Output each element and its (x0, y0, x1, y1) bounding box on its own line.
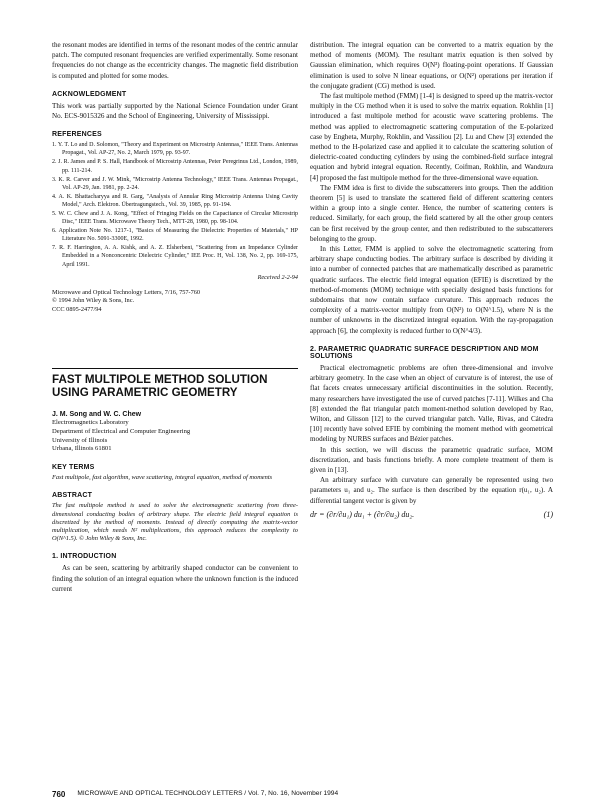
body-paragraph: The fast multipole method (FMM) [1-4] is designed to speed up the matrix-vector multiply in the CG method when it is used to solve the matrix equation. Rokhlin [1] introduced a fast multipole method for acoustic wave scattering problems. The method was applied to electromagnetic scattering computation of the E-polarized case by Engheta, Murphy, Rokhlin, and Vassiliou [2]. Lu and Chew [3] extended the method to the H-polarized case and applied it to calculate the scattering solution of dielectric-coated conducting cylinders by using the combined-field surface integral equation and hybrid integral equation. Recently, Coifman, Rokhlin, and Wandzura [4] proposed the fast multipole method for the three-dimensional wave equation. (310, 92, 553, 182)
page-footer (52, 790, 552, 799)
pubinfo-line: Microwave and Optical Technology Letters, 7/16, 757-760 (52, 288, 201, 296)
intro-paragraph: the resonant modes are identified in terms of the resonant modes of the centric annular patch. The computed resonant frequencies are verified experimentally. Some resonant frequencies do not change as the eccentricity changes. The magnetic field distribution is computed and plotted for some modes. (52, 41, 298, 80)
equation-number: (1) (543, 509, 553, 519)
introduction-heading: 1. INTRODUCTION (52, 553, 117, 561)
author-affiliation (52, 419, 298, 453)
journal-footer: MICROWAVE AND OPTICAL TECHNOLOGY LETTERS / Vol. 7, No. 16, November 1994 (77, 790, 339, 797)
right-column (310, 40, 553, 519)
reference-item: 2. J. R. James and P. S. Hall, Handbook of Microstrip Antennas, Peter Peregrinus Ltd., London, 1989, pp. 111-214. (52, 159, 298, 174)
reference-item: 5. W. C. Chew and J. A. Kong, "Effect of Fringing Fields on the Capacitance of Circular Microstrip Disc," IEEE Trans. Microwave Theory Tech., MTT-28, 1980, pp. 98-104. (52, 210, 298, 226)
page-number: 760 (52, 790, 66, 799)
equation-body: dr = (∂r/∂u₁) du₁ + (∂r/∂u₂) du₂. (310, 509, 415, 519)
reference-item: 3. K. R. Carver and J. W. Mink, "Microstrip Antenna Technology," IEEE Trans. Antennas Propagat., Vol. AP-29, Jan. 1981, pp. 2-24. (52, 176, 298, 191)
reference-item: 4. A. K. Bhattacharyya and R. Garg, "Analysis of Annular Ring Microstrip Antenna Using Cavity Model," Arch. Elektron. Übertragungstech., Vol. 39, 1985, pp. 91-194. (52, 193, 298, 208)
left-column (52, 40, 298, 594)
body-paragraph: Practical electromagnetic problems are often three-dimensional and involve arbitrary geometry. In the case when an object of curvature is of interest, the use of flat facets creates unnecessary artificial discontinuities in the solution. Recently, many researchers have investigated the use of curved patches [7-11]. Wilkes and Cha [8] extended the flat triangular patch moment-method solution developed by Rao, Wilton, and Glisson [12] to the curved triangular patch. Valle, Rivas, and Cátedra [10] recently have solved EFIE by combining the moment method with geometrical modeling by NURBS surfaces and Bézier patches. (310, 363, 553, 444)
article-title: FAST MULTIPOLE METHOD SOLUTION USING PARAMETRIC GEOMETRY (52, 368, 298, 399)
reference-item: 6. Application Note No. 1217-1, "Basics of Measuring the Dielectric Properties of Materials," HP Literature No. 5091-3300E, 1992. (52, 228, 298, 243)
key-terms: Fast multipole, fast algorithm, wave scattering, integral equation, method of moments (52, 473, 273, 481)
affiliation-line: Department of Electrical and Computer Engineering (52, 428, 191, 435)
affiliation-line: Electromagnetics Laboratory (52, 419, 129, 427)
affiliation-line: Urbana, Illinois 61801 (52, 445, 112, 453)
acknowledgment-text: This work was partially supported by the National Science Foundation under Grant No. ECS-9015326 and the School of Engineering, University of Mississippi. (52, 101, 298, 121)
key-terms-heading: KEY TERMS (52, 463, 95, 471)
body-paragraph: The FMM idea is first to divide the subscatterers into groups. Then the addition theorem [5] is used to translate the scattered field of different scattering centers within a group into a single center. Hence, the number of scattering centers is reduced. Similarly, for each group, the field scattered by all the other group centers can be first received by the group center, and then redistributed to the subscatterers belonging to the group. (310, 183, 553, 243)
body-paragraph: In this section, we will discuss the parametric quadratic surface, MOM discretization, and basis functions briefly. A more complete treatment of them is given in [13]. (310, 445, 553, 474)
references-heading: REFERENCES (52, 131, 102, 139)
body-paragraph: In this Letter, FMM is applied to solve the electromagnetic scattering from arbitrary shape conducting bodies. The arbitrary surface is described by dividing it into a number of connected patches that are mathematically described as parametric quadratic surfaces. The electric field integral equation (EFIE) is discretized by the method-of-moments (MOM) technique with specially designed basis functions for subdomains that now contain surface curvature. This approach reduces the complexity of a matrix-vector multiply from O(N²) to O(N^1.5), where N is the number of unknowns in the discretized integral equation. With the ray-propagation approach [6], the complexity is reduced further to O(N^4/3). (310, 245, 553, 335)
section-2-heading: 2. PARAMETRIC QUADRATIC SURFACE DESCRIPTION AND MOM SOLUTIONS (310, 345, 539, 360)
abstract-heading: ABSTRACT (52, 492, 93, 500)
acknowledgment-heading: ACKNOWLEDGMENT (52, 90, 127, 98)
body-paragraph: An arbitrary surface with curvature can generally be represented using two parameters u₁ and u₂. The surface is then described by the equation r(u₁, u₂). A differential tangent vector is given by (310, 476, 553, 505)
reference-item: 1. Y. T. Lo and D. Solomon, "Theory and Experiment on Microstrip Antennas," IEEE Trans. Antennas Propagat., Vol. AP-27, No. 2, March 1979, pp. 93-97. (52, 142, 298, 157)
affiliation-line: University of Illinois (52, 436, 108, 444)
introduction-text: As can be seen, scattering by arbitrarily shaped conductor can be convenient to finding the solution of an integral equation where the unknown function is the induced current (52, 564, 298, 593)
publication-info (52, 289, 298, 315)
article-authors: J. M. Song and W. C. Chew (52, 411, 142, 419)
received-date: Received 2-2-94 (257, 273, 298, 281)
abstract-text: The fast multipole method is used to solve the electromagnetic scattering from three-dimensional conducting bodies of arbitrary shape. The electric field integral equation is discretized by the method of moments. Instead of directly computing the matrix-vector multiplication, which needs N² multiplications, this approach reduces the complexity to O(N^1.5). © John Wiley & Sons, Inc. (52, 502, 298, 543)
reference-list (52, 141, 298, 268)
pubinfo-line: © 1994 John Wiley & Sons, Inc. (52, 297, 135, 305)
equation-1 (310, 510, 553, 519)
body-paragraph: distribution. The integral equation can be converted to a matrix equation by the method of moments (MOM). The resultant matrix equation is then solved by Gaussian elimination, which requires O(N³) floating-point operations. If Gaussian elimination is used to solve N linear equations, or O(N²) operations per iteration if the conjugate gradient (CG) method is used. (310, 41, 553, 90)
pubinfo-line: CCC 0895-2477/94 (52, 305, 102, 313)
reference-item: 7. R. F. Harrington, A. A. Kishk, and A. Z. Elsherbeni, "Scattering from an Impedance Cylinder Embedded in a Nonconcentric Dielectric Cylinder," IEE Proc. H, Vol. 138, No. 2, pp. 169-175, April 1991. (52, 245, 298, 268)
